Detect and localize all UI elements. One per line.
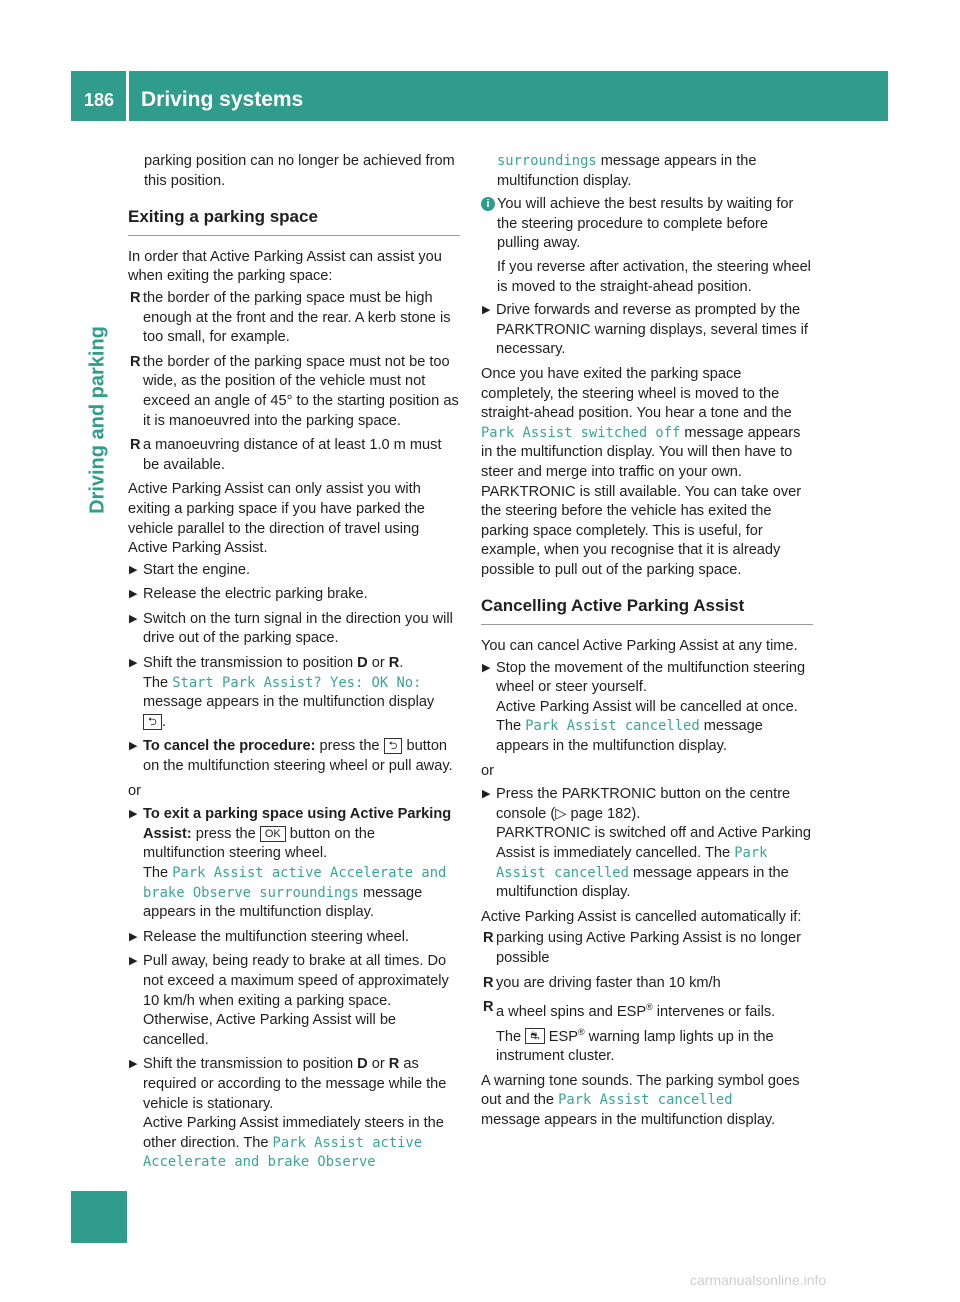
intro-text: parking position can no longer be achieved from this position. xyxy=(144,153,455,189)
bullet-item: R you are driving faster than 10 km/h xyxy=(481,974,813,994)
page-number: 186 xyxy=(83,90,115,110)
display-message: Park Assist cancelled xyxy=(496,845,768,881)
bullet-dot: R xyxy=(483,999,494,1016)
section-heading-cancel: Cancelling Active Parking Assist xyxy=(481,596,813,625)
step-item: ▶ Pull away, being ready to brake at all times. Do not exceed a maximum speed of approximately 10 km/h when exiting a parking space. Otherwise, Active Parking Assist will be cancelled. xyxy=(129,953,449,1048)
page-reference[interactable]: page 182). xyxy=(566,805,641,822)
bullet-item: R a manoeuvring distance of at least 1.0 m must be available. xyxy=(130,437,442,473)
step-item: ▶ Drive forwards and reverse as prompted by the PARKTRONIC warning displays, several times if necessary. xyxy=(482,302,808,358)
watermark: carmanualsonline.info xyxy=(690,1272,827,1288)
info-icon: i xyxy=(481,197,495,211)
paragraph: Once you have exited the parking space completely, the steering wheel is moved to the straight-ahead position. You hear a tone and the Park Assist switched off message appears in the multifunction display. You will then have to steer and merge into traffic on your own. PARKTRONIC is still available. You can take over the steering before the vehicle has exited the parking space completely. This is useful, for example, when you recognise that it is already possible to pull out of the parking space. xyxy=(481,365,802,578)
back-key-icon: ⮌ xyxy=(384,738,403,754)
step-arrow-icon: ▶ xyxy=(129,1058,138,1071)
step-arrow-icon: ▶ xyxy=(129,657,138,670)
display-message: Park Assist cancelled xyxy=(558,1092,733,1109)
side-tab-label: Driving and parking xyxy=(86,326,109,514)
step-item: ▶ Stop the movement of the multifunction steering wheel or steer yourself. Active Parking Assist will be cancelled at once. The Park Assist cancelled message appears in the multifunction display. xyxy=(482,659,806,755)
paragraph: Active Parking Assist is cancelled automatically if: xyxy=(481,908,802,925)
display-message: Park Assist active Accelerate and brake Observe surroundings xyxy=(143,865,447,901)
info-note-text: If you reverse after activation, the steering wheel is moved to the straight-ahead position. xyxy=(497,258,811,295)
display-message: Park Assist active Accelerate and brake Observe xyxy=(143,1134,423,1171)
info-note: i You will achieve the best results by waiting for the steering procedure to complete before pulling away. xyxy=(481,195,813,254)
bullet-dot: R xyxy=(483,930,494,947)
bullet-item: R a wheel spins and ESP® intervenes or fails. The ⛐ ESP® warning lamp lights up in the instrument cluster. xyxy=(483,999,776,1065)
step-arrow-icon: ▶ xyxy=(129,740,138,753)
bullet-item: R the border of the parking space must be high enough at the front and the rear. A kerb stone is too small, for example. xyxy=(130,289,451,346)
display-message: Park Assist cancelled xyxy=(525,718,700,735)
left-column xyxy=(128,152,460,1178)
display-message: Park Assist switched off xyxy=(481,424,681,441)
bullet-dot: R xyxy=(130,353,141,370)
ok-key-icon: OK xyxy=(260,826,286,842)
side-tab-block xyxy=(71,1191,127,1243)
back-key-icon: ⮌ xyxy=(143,714,162,730)
page-ref-arrow-icon: ▷ xyxy=(555,805,567,822)
step-item: ▶ Release the electric parking brake. xyxy=(128,585,460,605)
step-arrow-icon: ▶ xyxy=(482,304,491,317)
step-arrow-icon: ▶ xyxy=(129,563,138,576)
bullet-item: R parking using Active Parking Assist is no longer possible xyxy=(483,930,802,966)
display-message: surroundings xyxy=(497,153,597,169)
paragraph: In order that Active Parking Assist can assist you when exiting the parking space: xyxy=(128,248,442,285)
step-item: ▶ Press the PARKTRONIC button on the centre console (▷ page 182). PARKTRONIC is switched off and Active Parking Assist is immediately cancelled. The Park Assist cancelled message appears in the multifunction display. xyxy=(482,786,811,901)
step-arrow-icon: ▶ xyxy=(482,661,491,674)
step-arrow-icon: ▶ xyxy=(129,612,138,625)
paragraph: You can cancel Active Parking Assist at any time. xyxy=(481,638,798,655)
step-item: ▶ Shift the transmission to position D or R. The Start Park Assist? Yes: OK No: message appears in the multifunction display ⮌ . xyxy=(129,655,435,730)
paragraph: A warning tone sounds. The parking symbol goes out and the Park Assist cancelled message appears in the multifunction display. xyxy=(481,1072,800,1128)
chapter-title: Driving systems xyxy=(141,88,304,111)
step-arrow-icon: ▶ xyxy=(129,930,138,943)
display-message: Start Park Assist? Yes: OK No: xyxy=(172,674,422,691)
section-heading-exit: Exiting a parking space xyxy=(128,207,460,236)
right-column xyxy=(481,152,813,1132)
step-arrow-icon: ▶ xyxy=(129,808,138,821)
step-arrow-icon: ▶ xyxy=(129,955,138,968)
continued-text: surroundings message appears in the multifunction display. xyxy=(497,153,757,189)
or-text: or xyxy=(128,782,141,799)
header-divider xyxy=(126,71,129,121)
step-arrow-icon: ▶ xyxy=(482,788,491,801)
step-item: ▶ Switch on the turn signal in the direction you will drive out of the parking space. xyxy=(129,610,453,647)
step-item: ▶ Release the multifunction steering wheel. xyxy=(128,928,460,948)
step-arrow-icon: ▶ xyxy=(129,588,138,601)
bullet-item: R the border of the parking space must not be too wide, as the position of the vehicle must not exceed an angle of 45° to the starting position as it is manoeuvred into the parking space. xyxy=(130,353,459,429)
step-item: ▶ Shift the transmission to position D or R as required or according to the message while the vehicle is stationary. Active Parking Assist immediately steers in the other direction. The Park Assist active Accelerate and brake Observe xyxy=(129,1056,447,1171)
step-item: ▶ To exit a parking space using Active Parking Assist: press the OK button on the multifunction steering wheel. The Park Assist active Accelerate and brake Observe surroundings message appears in the multifunction display. xyxy=(129,806,452,921)
paragraph: Active Parking Assist can only assist you with exiting a parking space if you have parked the vehicle parallel to the direction of travel using Active Parking Assist. xyxy=(128,481,425,557)
step-item: ▶ To cancel the procedure: press the ⮌ button on the multifunction steering wheel or pull away. xyxy=(129,738,453,775)
step-item: ▶ Start the engine. xyxy=(128,561,460,581)
bullet-dot: R xyxy=(130,289,141,306)
bullet-dot: R xyxy=(130,437,141,454)
esp-warning-icon: ⛐ xyxy=(525,1028,545,1044)
or-text: or xyxy=(481,762,494,779)
bullet-dot: R xyxy=(483,974,494,991)
